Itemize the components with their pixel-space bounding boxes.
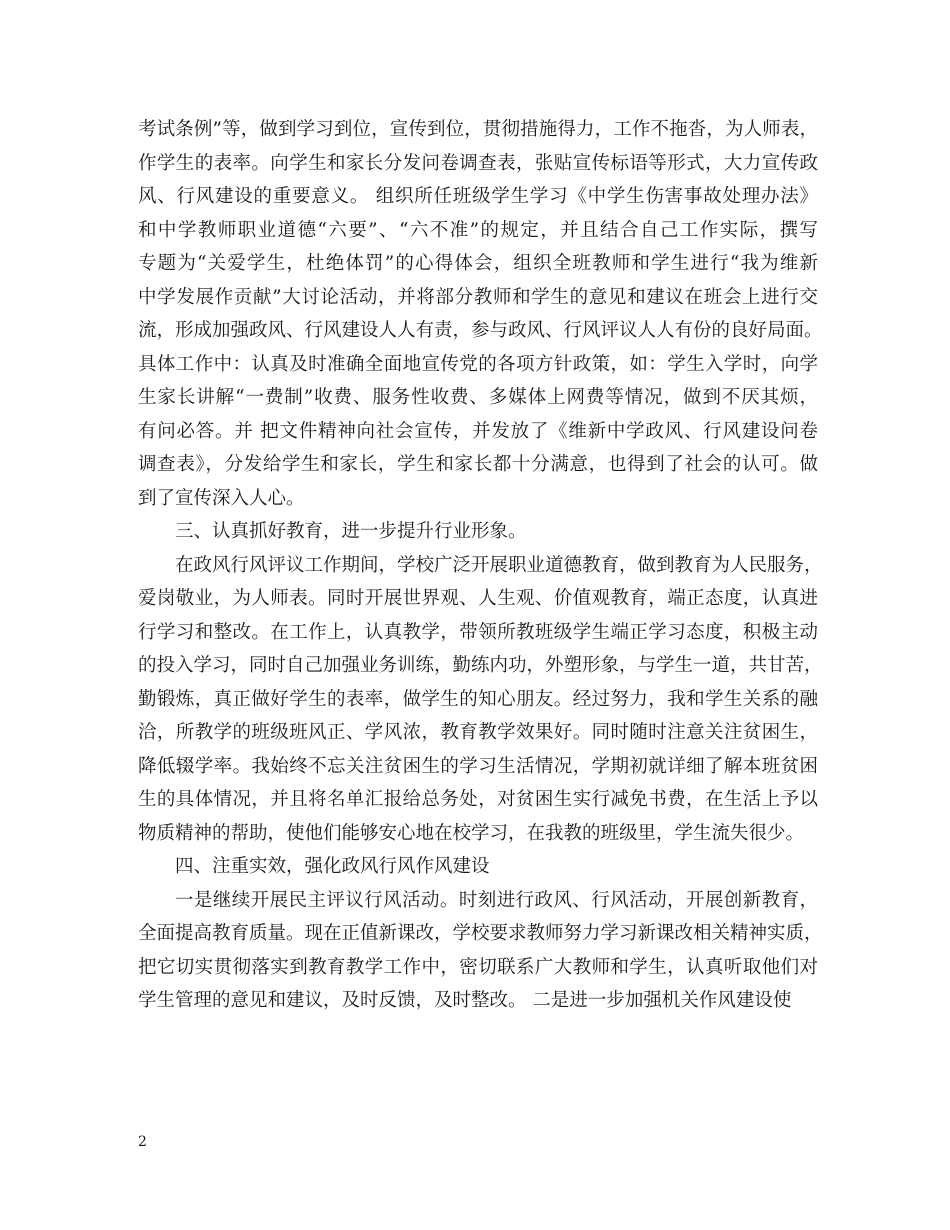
text-line: 到了宣传深入人心。 xyxy=(138,487,305,509)
text-line: 具体工作中：认真及时准确全面地宣传党的各项方针政策，如：学生入学时，向学 xyxy=(138,353,818,375)
text-line: 在政风行风评议工作期间，学校广泛开展职业道德教育，做到教育为人民服务， xyxy=(175,554,823,576)
text-line: 爱岗敬业，为人师表。同时开展世界观、人生观、价值观教育，端正态度，认真进 xyxy=(138,588,818,609)
text-line: 的投入学习，同时自己加强业务训练，勤练内功，外塑形象，与学生一道，共甘苦， xyxy=(138,655,823,676)
text-line: 物质精神的帮助，使他们能够安心地在校学习，在我教的班级里，学生流失很少。 xyxy=(138,822,805,844)
text-line: 降低辍学率。我始终不忘关注贫困生的学习生活情况，学期初就详细了解本班贫困 xyxy=(138,755,818,777)
text-line: 洽，所教学的班级班风正、学风浓，教育教学效果好。同时随时注意关注贫困生， xyxy=(138,722,818,743)
text-line: 三、认真抓好教育，进一步提升行业形象。 xyxy=(175,521,527,542)
text-line: 生家长讲解“一费制”收费、服务性收费、多媒体上网费等情况，做到不厌其烦， xyxy=(138,387,818,408)
text-line: 调查表》，分发给学生和家长，学生和家长都十分满意，也得到了社会的认可。做 xyxy=(138,454,818,475)
text-line: 学生管理的意见和建议，及时反馈，及时整改。 二是进一步加强机关作风建设使 xyxy=(138,990,792,1011)
text-line: 专题为“关爱学生，杜绝体罚”的心得体会，组织全班教师和学生进行“我为维新 xyxy=(138,253,818,274)
text-line: 作学生的表率。向学生和家长分发问卷调查表，张贴宣传标语等形式，大力宣传政 xyxy=(138,152,818,174)
text-line: 考试条例”等，做到学习到位，宣传到位，贯彻措施得力，工作不拖沓，为人师表， xyxy=(138,119,818,140)
text-line: 行学习和整改。在工作上，认真教学，带领所教班级学生端正学习态度，积极主动 xyxy=(138,621,818,643)
text-line: 和中学教师职业道德“六要”、“六不准”的规定，并且结合自己工作实际，撰写 xyxy=(138,219,818,241)
text-line: 中学发展作贡献”大讨论活动，并将部分教师和学生的意见和建议在班会上进行交 xyxy=(138,286,818,308)
text-line: 四、注重实效，强化政风行风作风建设 xyxy=(175,856,490,877)
text-line: 风、行风建设的重要意义。 组织所任班级学生学习《中学生伤害事故处理办法》 xyxy=(138,186,818,207)
text-line: 流，形成加强政风、行风建设人人有责，参与政风、行风评议人人有份的良好局面。 xyxy=(138,320,823,341)
text-line: 一是继续开展民主评议行风活动。时刻进行政风、行风活动，开展创新教育， xyxy=(175,889,818,911)
text-line: 勤锻炼，真正做好学生的表率，做学生的知心朋友。经过努力，我和学生关系的融 xyxy=(138,688,818,710)
text-line: 全面提高教育质量。现在正值新课改，学校要求教师努力学习新课改相关精神实质， xyxy=(138,923,823,944)
page-number: 2 xyxy=(138,1134,147,1150)
text-line: 有问必答。并 把文件精神向社会宣传，并发放了《维新中学政风、行风建设问卷 xyxy=(138,420,818,442)
body-text xyxy=(138,113,823,1018)
text-line: 把它切实贯彻落实到教育教学工作中，密切联系广大教师和学生，认真听取他们对 xyxy=(138,956,818,978)
text-line: 生的具体情况，并且将名单汇报给总务处，对贫困生实行减免书费，在生活上予以 xyxy=(138,789,818,810)
